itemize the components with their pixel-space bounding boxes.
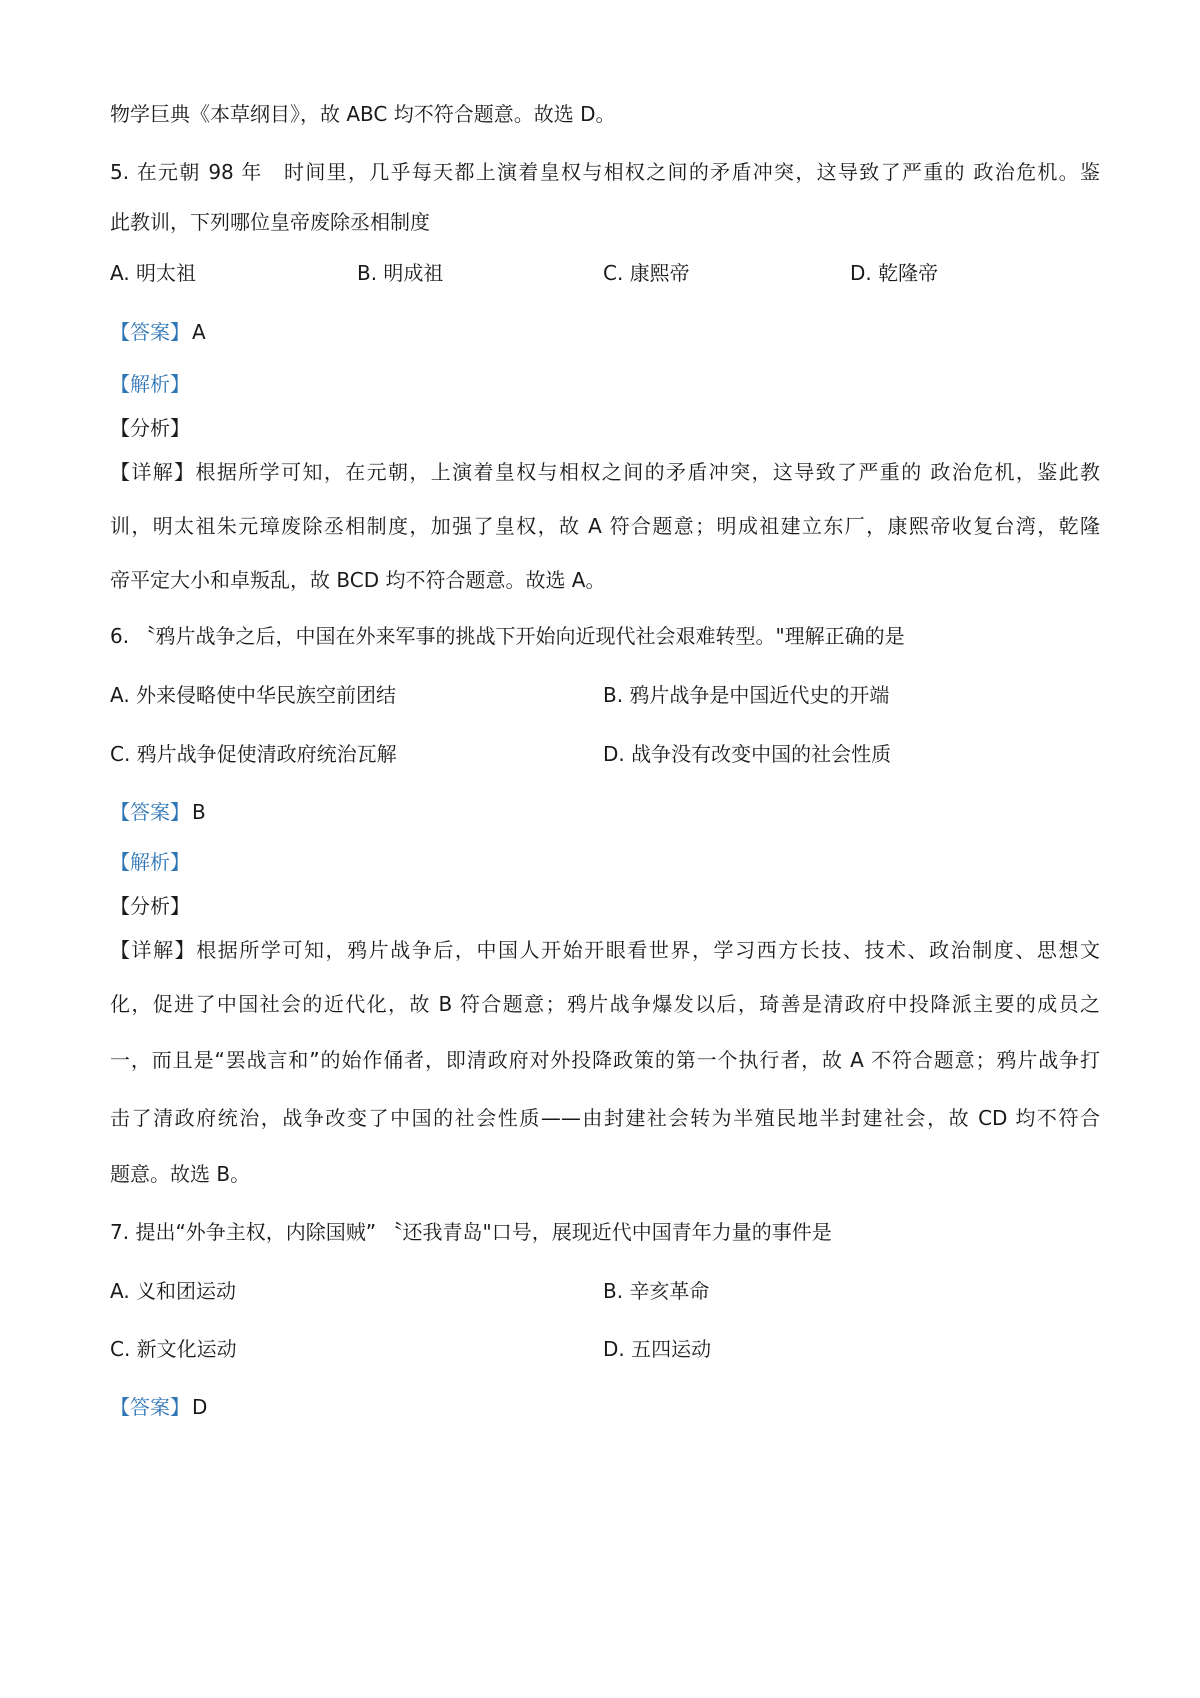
q6-analysis-heading: 【解析】 — [110, 850, 190, 874]
q4-explanation-tail: 物学巨典《本草纲目》，故 ABC 均不符合题意。故选 D。 — [110, 102, 616, 126]
q7-option-d: D. 五四运动 — [603, 1337, 712, 1361]
q6-detail-line4: 击了清政府统治，战争改变了中国的社会性质——由封建社会转为半殖民地半封建社会，故 CD 均不符合 — [110, 1106, 1100, 1130]
q6-option-a: A. 外来侵略使中华民族空前团结 — [110, 683, 397, 707]
q7-option-c: C. 新文化运动 — [110, 1337, 237, 1361]
q5-option-d: D. 乾隆帝 — [850, 261, 939, 285]
q5-detail-line1: 【详解】根据所学可知，在元朝，上演着皇权与相权之间的矛盾冲突，这导致了严重的 政治危机，鉴此教 — [110, 460, 1100, 484]
answer-label: 【答案】 — [110, 1395, 190, 1419]
q7-answer — [110, 1393, 1100, 1421]
q6-detail-line5: 题意。故选 B。 — [110, 1162, 251, 1186]
answer-value: A — [192, 320, 206, 344]
q5-option-a: A. 明太祖 — [110, 261, 197, 285]
q7-option-a: A. 义和团运动 — [110, 1279, 237, 1303]
answer-label: 【答案】 — [110, 800, 190, 824]
q6-option-b: B. 鸦片战争是中国近代史的开端 — [603, 683, 890, 707]
q6-detail-line1: 【详解】根据所学可知，鸦片战争后，中国人开始开眼看世界，学习西方长技、技术、政治制度、思想文 — [110, 938, 1100, 962]
q6-answer — [110, 798, 1100, 826]
q6-detail-line2: 化，促进了中国社会的近代化，故 B 符合题意；鸦片战争爆发以后，琦善是清政府中投降派主要的成员之 — [110, 992, 1100, 1016]
q5-answer — [110, 318, 1100, 346]
q7-option-b: B. 辛亥革命 — [603, 1279, 710, 1303]
q5-stem-line2: 此教训，下列哪位皇帝废除丞相制度 — [110, 210, 430, 234]
q6-option-d: D. 战争没有改变中国的社会性质 — [603, 742, 892, 766]
answer-value: B — [192, 800, 206, 824]
q5-fenxi-heading: 【分析】 — [110, 416, 190, 440]
q5-detail-line3: 帝平定大小和卓叛乱，故 BCD 均不符合题意。故选 A。 — [110, 568, 606, 592]
q7-stem: 7. 提出“外争主权，内除国贼” 〝还我青岛"口号，展现近代中国青年力量的事件是 — [110, 1220, 832, 1244]
q5-stem-line1: 5. 在元朝 98 年 时间里，几乎每天都上演着皇权与相权之间的矛盾冲突，这导致了严重的 政治危机。鉴 — [110, 160, 1100, 184]
answer-label: 【答案】 — [110, 320, 190, 344]
q5-option-c: C. 康熙帝 — [603, 261, 690, 285]
q5-analysis-heading: 【解析】 — [110, 372, 190, 396]
q5-option-b: B. 明成祖 — [357, 261, 444, 285]
q6-stem: 6. 〝鸦片战争之后，中国在外来军事的挑战下开始向近现代社会艰难转型。"理解正确的是 — [110, 624, 905, 648]
q6-detail-line3: 一，而且是“罢战言和”的始作俑者，即清政府对外投降政策的第一个执行者，故 A 不符合题意；鸦片战争打 — [110, 1048, 1100, 1072]
q6-fenxi-heading: 【分析】 — [110, 894, 190, 918]
q6-option-c: C. 鸦片战争促使清政府统治瓦解 — [110, 742, 397, 766]
answer-value: D — [192, 1395, 208, 1419]
q5-detail-line2: 训，明太祖朱元璋废除丞相制度，加强了皇权，故 A 符合题意；明成祖建立东厂，康熙帝收复台湾，乾隆 — [110, 514, 1100, 538]
